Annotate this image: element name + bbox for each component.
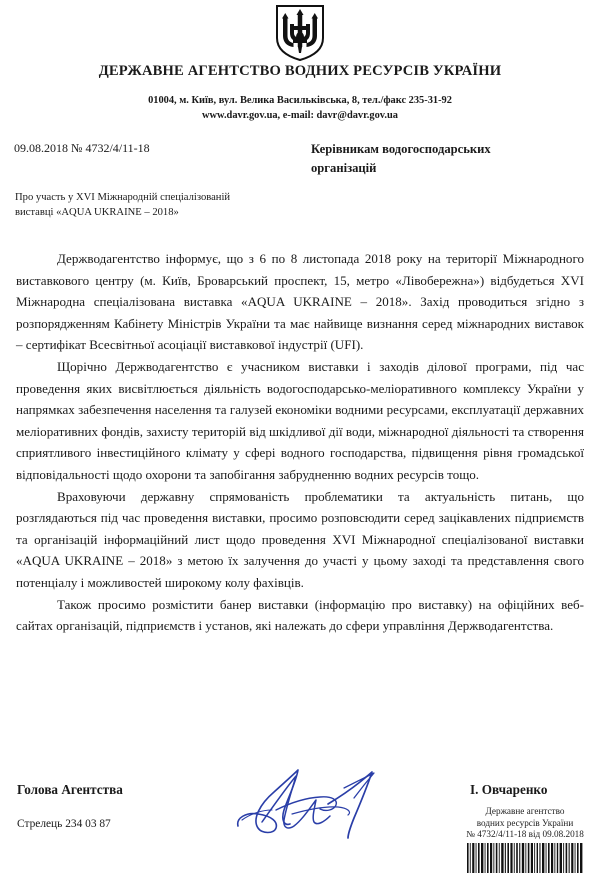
body-paragraph-1: Держводагентство інформує, що з 6 по 8 листопада 2018 року на території Міжнародного виставкового центру (м. Київ, Броварський проспект, 15, метро «Лівобережна») відбудеться XVI Міжнародна спеціалізована виставка «AQUA UKRAINE – 2018». Захід проводиться згідно з розпорядженням Кабінету Міністрів України та має найвище визнання серед міжнародних виставок – сертифікат Всесвітньої асоціації виставкової індустрії (UFI). xyxy=(16,251,584,353)
organization-web-email-line: www.davr.gov.ua, e-mail: davr@davr.gov.ua xyxy=(202,109,398,121)
handwritten-signature xyxy=(232,764,412,844)
ukraine-trident-coat-of-arms-icon xyxy=(275,4,325,62)
addressee-line-1: Керівникам водогосподарських xyxy=(311,142,491,156)
organization-contact-block xyxy=(0,94,600,123)
emblem-container xyxy=(0,4,600,62)
document-reference-line: 09.08.2018 № 4732/4/11-18 xyxy=(14,141,150,155)
stamp-line-2: водних ресурсів України xyxy=(476,817,574,828)
document-body xyxy=(16,248,584,637)
addressee-line-2: організацій xyxy=(311,161,377,175)
organization-address-line: 01004, м. Київ, вул. Велика Васильківська, 8, тел./факс 235-31-92 xyxy=(148,95,452,106)
body-paragraph-2: Щорічно Держводагентство є учасником виставки і заходів ділової програми, під час проведення яких висвітлюється діяльність водогосподарсько-меліоративного комплексу України у напрямках забезпечення населення та галузей економіки водними ресурсами, експлуатації державних меліоративних фондів, захисту територій від шкідливої дії води, міжнародної діяльності та створення сприятливого інвестиційного клімату у сфері водного господарства, підвищення рівня громадської відповідальності щодо охорони та запобігання забрудненню водних ресурсів тощо. xyxy=(16,358,584,482)
subject-block xyxy=(15,191,305,220)
signatory-name: І. Овчаренко xyxy=(470,782,548,797)
signatory-title: Голова Агентства xyxy=(17,782,123,797)
addressee-block xyxy=(311,140,561,178)
stamp-line-1: Державне агентство xyxy=(485,806,565,816)
organization-title: ДЕРЖАВНЕ АГЕНТСТВО ВОДНИХ РЕСУРСІВ УКРАЇНИ xyxy=(98,63,502,79)
subject-line-2: виставці «AQUA UKRAINE – 2018» xyxy=(15,206,179,218)
executor-contact: Стрелець 234 03 87 xyxy=(17,818,111,830)
body-paragraph-3: Враховуючи державну спрямованість проблематики та актуальність питань, що розглядаються під час проведення виставки, просимо розповсюдити серед зацікавлених підприємств та організацій інформаційний лист щодо проведення XVI Міжнародної спеціалізованої виставки «AQUA UKRAINE – 2018» з метою їх залучення до участі у цьому заході та представлення свого потенціалу і можливостей широкому колу фахівців. xyxy=(16,488,584,590)
subject-line-1: Про участь у XVI Міжнародній спеціалізованій xyxy=(15,192,231,203)
stamp-line-3: № 4732/4/11-18 від 09.08.2018 xyxy=(466,829,584,840)
registration-stamp xyxy=(455,806,595,873)
body-paragraph-4: Також просимо розмістити банер виставки (інформацію про виставку) на офіційних веб-сайтах організацій, підприємств і установ, які належать до сфери управління Держводагентства. xyxy=(16,596,584,634)
registration-barcode xyxy=(467,843,583,873)
